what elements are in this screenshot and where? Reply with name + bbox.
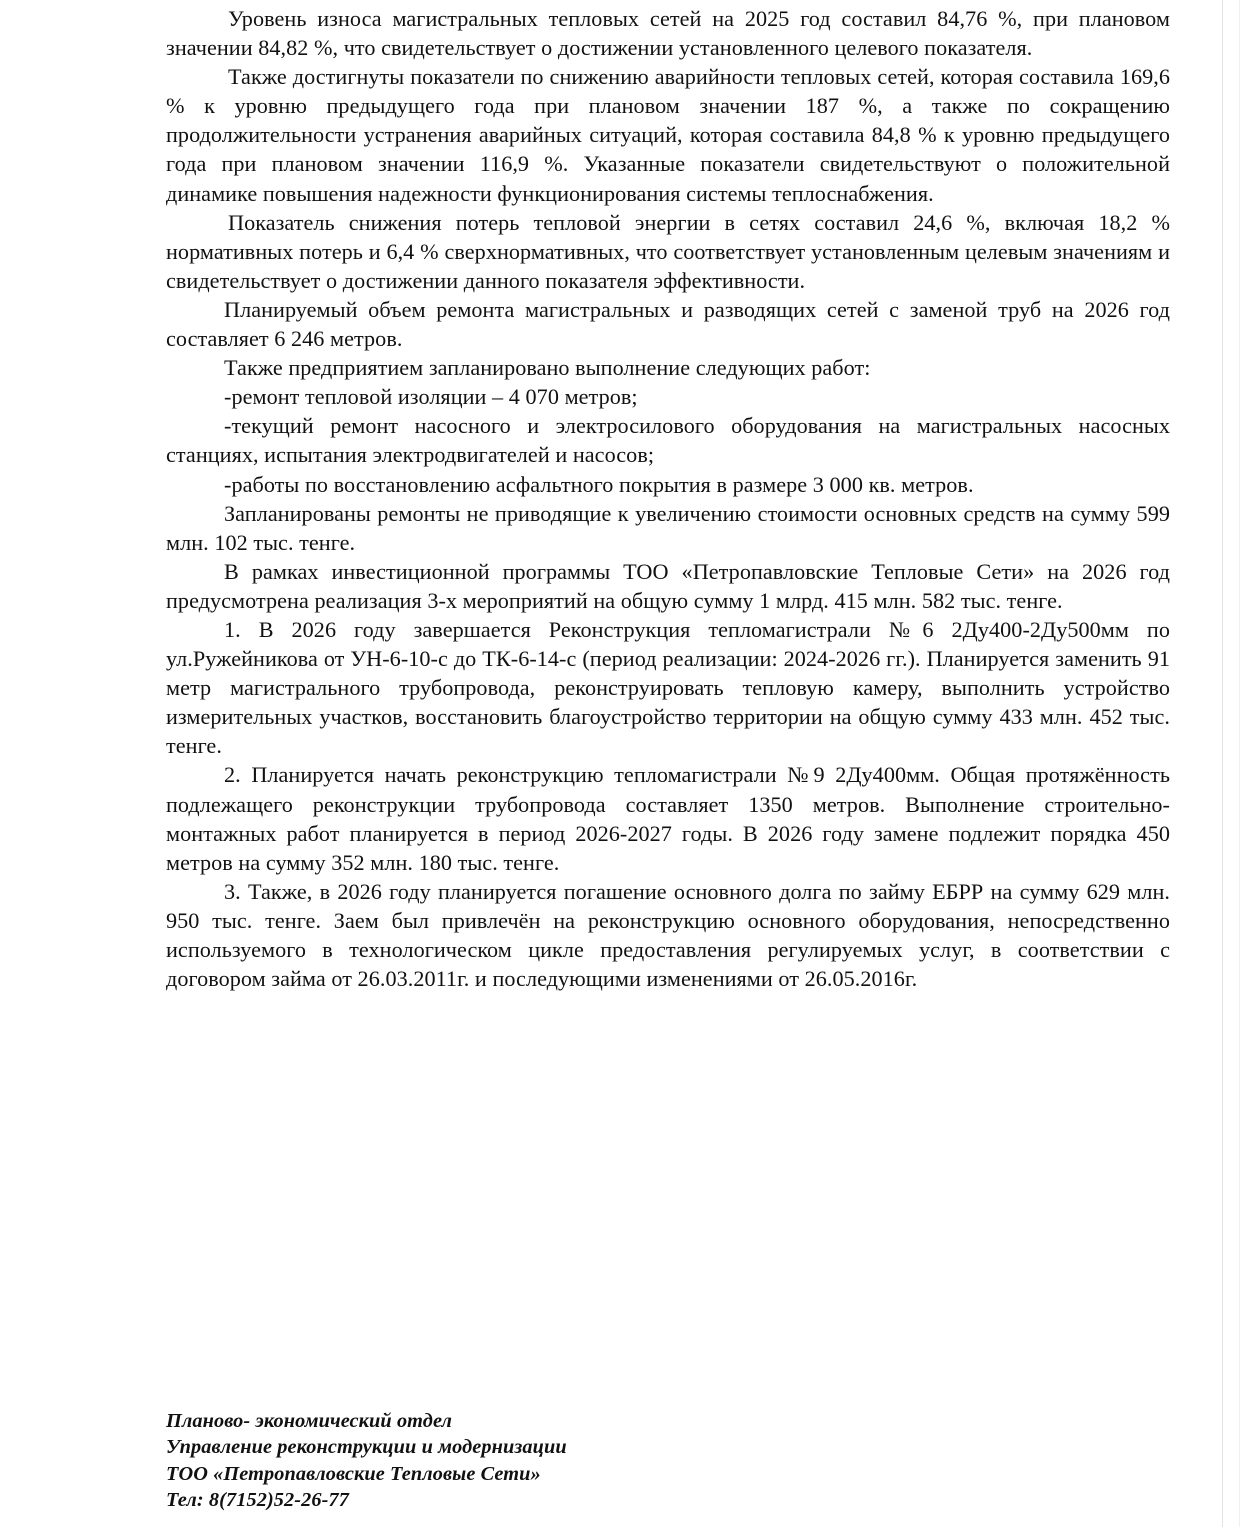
signature-department: Планово- экономический отдел [166, 1410, 453, 1432]
paragraph-repairs-no-capitalization: Запланированы ремонты не приводящие к увеличению стоимости основных средств на сумму 599 млн. 102 тыс. тенге. [166, 500, 1170, 555]
list-item-work-asphalt: -работы по восстановлению асфальтного покрытия в размере 3 000 кв. метров. [224, 471, 974, 497]
paragraph-repair-volume: Планируемый объем ремонта магистральных и разводящих сетей с заменой труб на 2026 год составляет 6 246 метров. [166, 296, 1170, 352]
list-item-work-insulation: -ремонт тепловой изоляции – 4 070 метров; [224, 384, 638, 410]
document-body [166, 4, 1170, 993]
paragraph-investment-program: В рамках инвестиционной программы ТОО «Петропавловские Тепловые Сети» на 2026 год предусмотрена реализация 3-х мероприятий на общую сумму 1 млрд. 415 млн. 582 тыс. тенге. [166, 558, 1170, 613]
signature-division: Управление реконструкции и модернизации [166, 1436, 567, 1459]
paragraph-heat-loss: Показатель снижения потерь тепловой энергии в сетях составил 24,6 %, включая 18,2 % нормативных потерь и 6,4 % сверхнормативных, что соответствует установленным целевым значениям и свидетельствует о достижении данного показателя эффективности. [166, 209, 1170, 293]
paragraph-works-intro: Также предприятием запланировано выполнение следующих работ: [224, 355, 871, 381]
paragraph-accident-rate: Также достигнуты показатели по снижению аварийности тепловых сетей, которая составила 169,6 % к уровню предыдущего года при плановом значении 187 %, а также по сокращению продолжительности устранения аварийных ситуаций, которая составила 84,8 % к уровню предыдущего года при плановом значении 116,9 %. Указанные показатели свидетельствуют о положительной динамике повышения надежности функционирования системы теплоснабжения. [166, 64, 1170, 206]
numbered-item-measure-1: 1. В 2026 году завершается Реконструкция тепломагистрали №6 2Ду400-2Ду500мм по ул.Ружейникова от УН-6-10-с до ТК-6-14-с (период реализации: 2024-2026 гг.). Планируется заменить 91 метр магистрального трубопровода, реконструировать тепловую камеру, выполнить устройство измерительных участков, восстановить благоустройство территории на общую сумму 433 млн. 452 тыс. тенге. [166, 616, 1170, 759]
scan-edge-line [1222, 0, 1223, 1527]
numbered-item-measure-2: 2. Планируется начать реконструкцию тепломагистрали №9 2Ду400мм. Общая протяжённость подлежащего реконструкции трубопровода составляет 1350 метров. Выполнение строительно-монтажных работ планируется в период 2026-2027 годы. В 2026 году замене подлежит порядка 450 метров на сумму 352 млн. 180 тыс. тенге. [166, 762, 1170, 875]
signature-organization: ТОО «Петропавловские Тепловые Сети» [166, 1462, 541, 1485]
signature-phone: Тел: 8(7152)52-26-77 [166, 1489, 349, 1512]
signature-block [166, 1408, 866, 1514]
list-item-work-pumps: -текущий ремонт насосного и электросилового оборудования на магистральных насосных станциях, испытания электродвигателей и насосов; [166, 413, 1170, 468]
numbered-item-measure-3: 3. Также, в 2026 году планируется погашение основного долга по займу ЕБРР на сумму 629 млн. 950 тыс. тенге. Заем был привлечён на реконструкцию основного оборудования, непосредственно используемого в технологическом цикле предоставления регулируемых услуг, в соответствии с договором займа от 26.03.2011г. и последующими изменениями от 26.05.2016г. [166, 878, 1170, 992]
paragraph-wear-level: Уровень износа магистральных тепловых сетей на 2025 год составил 84,76 %, при плановом значении 84,82 %, что свидетельствует о достижении установленного целевого показателя. [166, 6, 1170, 61]
